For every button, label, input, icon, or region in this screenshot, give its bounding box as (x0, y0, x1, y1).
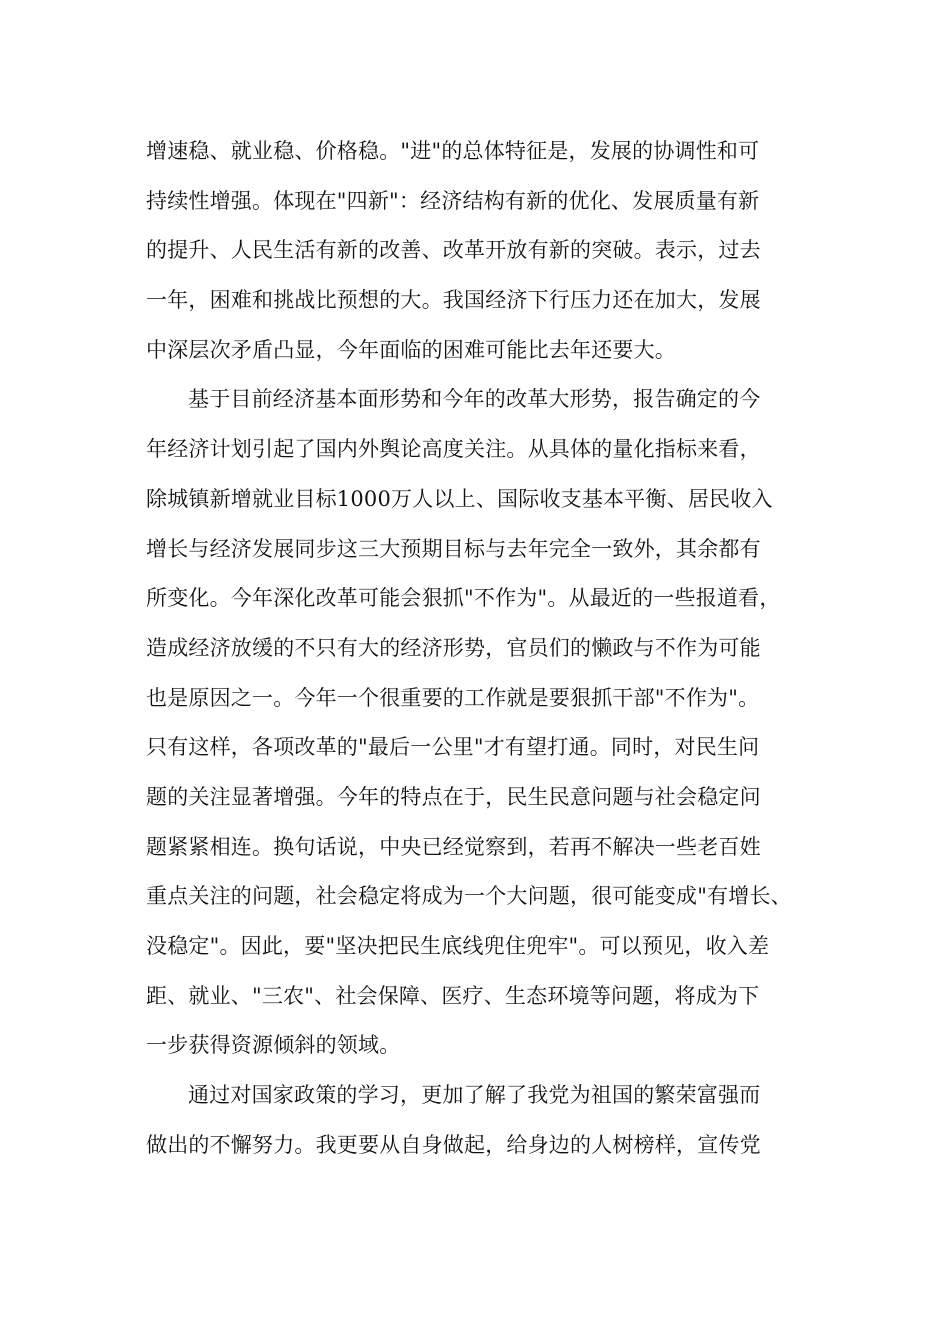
text-line: 距、就业、"三农"、社会保障、医疗、生态环境等问题，将成为下 (146, 983, 760, 1008)
text-line: 所变化。今年深化改革可能会狠抓"不作为"。从最近的一些报道看， (146, 586, 781, 611)
text-line: 也是原因之一。今年一个很重要的工作就是要狠抓干部"不作为"。 (146, 685, 760, 710)
text-line: 的提升、人民生活有新的改善、改革开放有新的突破。表示，过去 (146, 238, 761, 263)
text-line: 题紧紧相连。换句话说，中央已经觉察到，若再不解决一些老百姓 (146, 834, 761, 859)
text-line: 一年，困难和挑战比预想的大。我国经济下行压力还在加大，发展 (146, 288, 761, 313)
paragraph-start-line: 基于目前经济基本面形势和今年的改革大形势，报告确定的今 (188, 387, 761, 412)
text-line: 增长与经济发展同步这三大预期目标与去年完全一致外，其余都有 (146, 536, 761, 561)
text-line: 只有这样，各项改革的"最后一公里"才有望打通。同时，对民生问 (146, 735, 760, 760)
text-line: 题的关注显著增强。今年的特点在于，民生民意问题与社会稳定问 (146, 784, 761, 809)
text-line: 增速稳、就业稳、价格稳。"进"的总体特征是，发展的协调性和可 (146, 139, 760, 163)
paragraph-start-line: 通过对国家政策的学习，更加了解了我党为祖国的繁荣富强而 (188, 1083, 761, 1108)
text-line: 重点关注的问题，社会稳定将成为一个大问题，很可能变成"有增长、 (146, 884, 792, 909)
text-line: 做出的不懈努力。我更要从自身做起，给身边的人树榜样，宣传党 (146, 1132, 761, 1157)
text-line: 没稳定"。因此，要"坚决把民生底线兜住兜牢"。可以预见，收入差 (146, 934, 770, 958)
text-line: 造成经济放缓的不只有大的经济形势，官员们的懒政与不作为可能 (146, 635, 761, 660)
text-line: 持续性增强。体现在"四新"：经济结构有新的优化、发展质量有新 (146, 188, 760, 213)
document-body (146, 131, 846, 1174)
text-line: 除城镇新增就业目标1000万人以上、国际收支基本平衡、居民收入 (146, 486, 773, 511)
text-line: 年经济计划引起了国内外舆论高度关注。从具体的量化指标来看， (146, 437, 761, 462)
text-line: 一步获得资源倾斜的领域。 (146, 1033, 401, 1058)
text-line: 中深层次矛盾凸显，今年面临的困难可能比去年还要大。 (146, 337, 676, 362)
